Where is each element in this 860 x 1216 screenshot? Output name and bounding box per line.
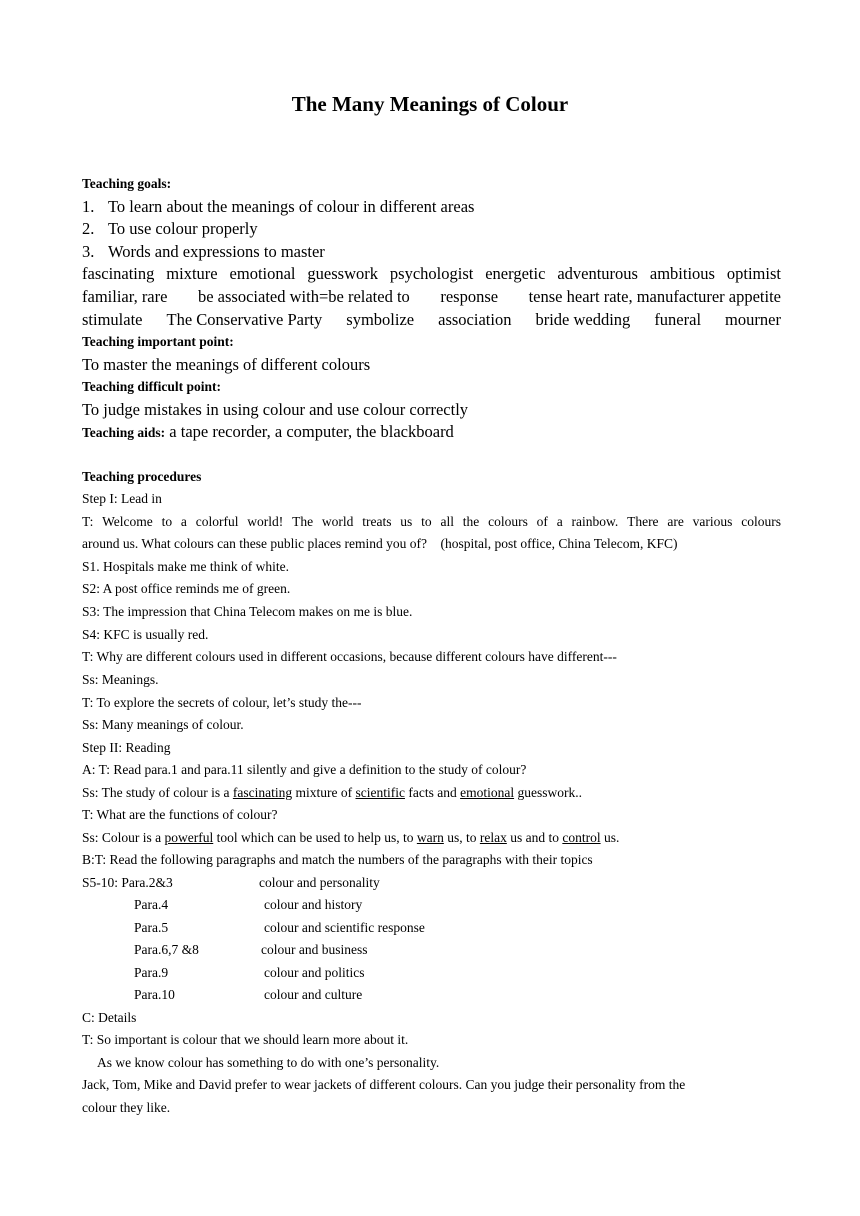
word: us bbox=[400, 514, 413, 529]
match-topic: colour and history bbox=[264, 897, 363, 912]
word: colours bbox=[488, 514, 528, 529]
match-topic: colour and business bbox=[261, 942, 368, 957]
vocab-word: mourner bbox=[725, 310, 781, 329]
s3-line: S3: The impression that China Telecom makes on me is blue. bbox=[82, 604, 413, 619]
ss-many-line: Ss: Many meanings of colour. bbox=[82, 717, 244, 732]
text-part: mixture of bbox=[292, 785, 356, 800]
text-part: guesswork.. bbox=[514, 785, 582, 800]
match-para: Para.9 bbox=[134, 965, 169, 980]
procedures-heading: Teaching procedures bbox=[82, 469, 202, 484]
underlined-word: warn bbox=[416, 830, 444, 845]
vocab-word: optimist bbox=[726, 264, 781, 283]
vocab-word: mixture bbox=[166, 264, 218, 283]
word: The bbox=[292, 514, 314, 529]
match-topic: colour and scientific response bbox=[264, 920, 425, 935]
aids-line bbox=[82, 422, 454, 442]
b-read-line: B:T: Read the following paragraphs and match the numbers of the paragraphs with their topics bbox=[82, 852, 593, 867]
vocab-line-3 bbox=[82, 310, 781, 330]
vocab-word: emotional bbox=[229, 264, 296, 283]
word: colorful bbox=[195, 514, 239, 529]
word: to bbox=[161, 514, 173, 529]
t-intro-line-1 bbox=[82, 514, 781, 530]
important-heading: Teaching important point: bbox=[82, 334, 234, 349]
vocab-word: be associated with=be related to bbox=[197, 287, 410, 306]
ss-study-line bbox=[82, 785, 582, 801]
word: world! bbox=[247, 514, 284, 529]
vocab-word: association bbox=[438, 310, 512, 329]
vocab-word: tense heart rate, manufacturer appetite bbox=[528, 287, 781, 306]
word: various bbox=[692, 514, 733, 529]
word: T: bbox=[82, 514, 94, 529]
match-para: Para.6,7 &8 bbox=[134, 942, 199, 957]
match-para: Para.10 bbox=[134, 987, 175, 1002]
match-para: Para.4 bbox=[134, 897, 169, 912]
t-why-line: T: Why are different colours used in different occasions, because different colours have different--- bbox=[82, 649, 617, 664]
goal-text: To use colour properly bbox=[108, 219, 258, 238]
difficult-heading: Teaching difficult point: bbox=[82, 379, 222, 394]
aids-text: a tape recorder, a computer, the blackboard bbox=[165, 422, 454, 441]
vocab-word: psychologist bbox=[389, 264, 474, 283]
vocab-word: fascinating bbox=[82, 264, 155, 283]
goal-number: 3. bbox=[82, 242, 95, 261]
s1-line: S1. Hospitals make me think of white. bbox=[82, 559, 289, 574]
vocab-line-2 bbox=[82, 287, 781, 307]
jack-line-2: colour they like. bbox=[82, 1100, 171, 1115]
t-functions-line: T: What are the functions of colour? bbox=[82, 807, 278, 822]
t-intro-line-2: around us. What colours can these public places remind you of? (hospital, post office, China Telecom, KFC) bbox=[82, 536, 678, 551]
underlined-word: scientific bbox=[355, 785, 405, 800]
vocab-word: funeral bbox=[654, 310, 702, 329]
text-part: us. bbox=[600, 830, 620, 845]
vocab-word: familiar, rare bbox=[82, 287, 168, 306]
match-para: Para.5 bbox=[134, 920, 169, 935]
s2-line: S2: A post office reminds me of green. bbox=[82, 581, 291, 596]
text-part: Ss: Colour is a bbox=[82, 830, 165, 845]
word: world bbox=[321, 514, 354, 529]
goal-item-1 bbox=[82, 197, 474, 217]
s4-line: S4: KFC is usually red. bbox=[82, 627, 209, 642]
match-topic: colour and culture bbox=[264, 987, 363, 1002]
word: colours bbox=[741, 514, 781, 529]
a-read-line: A: T: Read para.1 and para.11 silently and give a definition to the study of colour? bbox=[82, 762, 527, 777]
word: There bbox=[627, 514, 659, 529]
text-part: tool which can be used to help us, to bbox=[213, 830, 417, 845]
vocab-word: ambitious bbox=[649, 264, 715, 283]
aids-heading: Teaching aids: bbox=[82, 425, 166, 440]
word: are bbox=[667, 514, 684, 529]
vocab-word: guesswork bbox=[307, 264, 378, 283]
vocab-word: The Conservative Party bbox=[166, 310, 323, 329]
step-1: Step I: Lead in bbox=[82, 491, 162, 506]
word: of bbox=[536, 514, 548, 529]
underlined-word: emotional bbox=[460, 785, 515, 800]
vocab-word: symbolize bbox=[346, 310, 415, 329]
page-title: The Many Meanings of Colour bbox=[291, 92, 569, 116]
word: a bbox=[180, 514, 187, 529]
t-explore-line: T: To explore the secrets of colour, let’s study the--- bbox=[82, 695, 362, 710]
underlined-word: control bbox=[562, 830, 601, 845]
word: to bbox=[421, 514, 432, 529]
text-part: us, to bbox=[443, 830, 480, 845]
match-topic: colour and politics bbox=[264, 965, 365, 980]
ss-tool-line bbox=[82, 830, 619, 846]
goal-item-2 bbox=[82, 219, 258, 239]
text-part: facts and bbox=[404, 785, 461, 800]
underlined-word: relax bbox=[479, 830, 507, 845]
underlined-word: powerful bbox=[164, 830, 214, 845]
s5-10-label: S5-10: Para.2&3 bbox=[82, 875, 173, 890]
goal-text: To learn about the meanings of colour in different areas bbox=[108, 197, 475, 216]
word: Welcome bbox=[102, 514, 153, 529]
text-part: us and to bbox=[506, 830, 563, 845]
goal-item-3 bbox=[82, 242, 325, 262]
jack-line-1: Jack, Tom, Mike and David prefer to wear jackets of different colours. Can you judge their personality from the bbox=[82, 1077, 686, 1092]
difficult-text: To judge mistakes in using colour and use colour correctly bbox=[82, 400, 469, 419]
vocab-word: stimulate bbox=[82, 310, 143, 329]
word: a bbox=[556, 514, 563, 529]
goal-text: Words and expressions to master bbox=[108, 242, 325, 261]
text-part: Ss: The study of colour is a bbox=[82, 785, 233, 800]
goals-heading: Teaching goals: bbox=[82, 176, 172, 191]
goal-number: 2. bbox=[82, 219, 95, 238]
step-2: Step II: Reading bbox=[82, 740, 171, 755]
vocab-word: adventurous bbox=[557, 264, 638, 283]
vocab-word: response bbox=[440, 287, 499, 306]
word: treats bbox=[362, 514, 392, 529]
as-we-know-line: As we know colour has something to do with one’s personality. bbox=[97, 1055, 440, 1070]
word: all bbox=[440, 514, 454, 529]
underlined-word: fascinating bbox=[232, 785, 293, 800]
word: the bbox=[462, 514, 480, 529]
ss-meanings-line: Ss: Meanings. bbox=[82, 672, 159, 687]
match-topic: colour and personality bbox=[259, 875, 380, 890]
word: rainbow. bbox=[571, 514, 619, 529]
goal-number: 1. bbox=[82, 197, 95, 216]
c-details-line: C: Details bbox=[82, 1010, 137, 1025]
t-important-line: T: So important is colour that we should learn more about it. bbox=[82, 1032, 409, 1047]
vocab-word: bride wedding bbox=[535, 310, 631, 329]
important-text: To master the meanings of different colours bbox=[82, 355, 371, 374]
vocab-word: energetic bbox=[485, 264, 546, 283]
vocab-line-1 bbox=[82, 264, 781, 284]
